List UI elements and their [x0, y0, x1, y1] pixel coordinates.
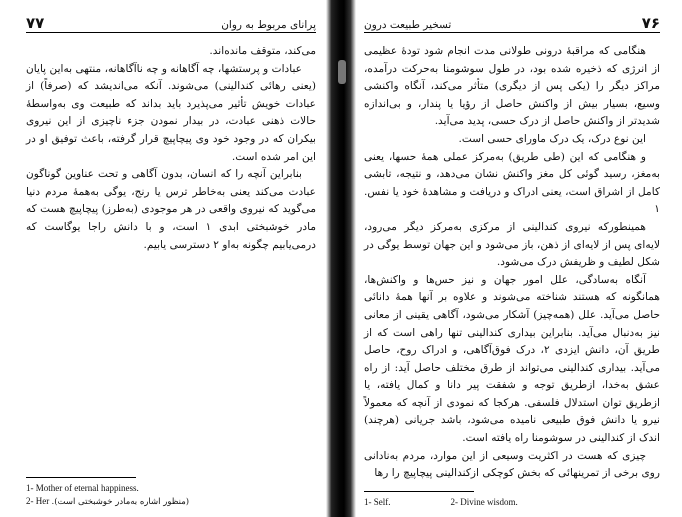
left-footnote-2: [26, 495, 316, 509]
right-paragraph: هنگامی که مراقبهٔ درونی طولانی مدت انجام شود تودهٔ عظیمی از انرژی که ذخیره شده بود، در طول سوشومنا به‌حرکت درآمده، مراکز دیگر را (یکی پس از دیگری) متأثر می‌کند، آنگاه واکنشی وسیع، بسیار بیش از واکنش حاصل از رؤیا یا پندار، و بی‌اندازه شدیدتر از واکنش حاصل از درک حسی، پدید می‌آید.: [364, 45, 660, 128]
gutter-highlight: [338, 60, 346, 84]
left-footnote-2-label: 2- Her: [26, 496, 50, 506]
footnote-rule: [26, 477, 136, 478]
right-footnote-2: 2- Divine wisdom.: [450, 497, 518, 507]
left-page: [0, 0, 330, 517]
left-paragraph: بنابراین آنچه را که انسان، بدون آگاهی و تحت عناوین گوناگون عبادت می‌کند یعنی به‌خاطر ترس یا رنج، یوگی به‌همهٔ مردم دنیا می‌گوید که نیروی واقعی در هر موجودی (به‌طرز) پیچاپیچ هست که مادر خوشبختی ابدی ۱ است، و با دانش راجا یوگاست که درمی‌یابیم چگونه به‌او ۲ دسترسی یابیم.: [26, 168, 316, 251]
left-paragraph: عبادات و پرستشها، چه آگاهانه و چه ناآگاهانه، منتهی به‌این پایان (یعنی رهائی کندالینی) می‌شوند. آنکه می‌اندیشد که (صرفاً) از عبادات خویش تأثیر می‌پذیرد باید بداند که طبیعت وی به‌واسطهٔ حالات ذهنی عبادت، در بیدار نمودن جزء ناچیزی از این نیروی بیکران که در وجود خود وی پیچاپیچ قرار گرفته، باعث توفیق او در این امر شده است.: [26, 62, 316, 163]
left-page-header: [26, 14, 316, 33]
right-footnote-1: 1- Self.: [364, 497, 391, 507]
left-footnote-1: 1- Mother of eternal happiness.: [26, 483, 139, 493]
right-footnote-row: [364, 496, 654, 509]
left-body-text: [26, 43, 316, 254]
right-paragraph: همینطورکه نیروی کندالینی از مرکزی به‌مرکز دیگر می‌رود، لایه‌ای پس از لایه‌ای از ذهن، باز می‌شود و این جهان توسط یوگی در شکل لطیف و ظریفش درک می‌شود.: [364, 220, 660, 269]
left-paragraph: می‌کند، متوقف مانده‌اند.: [209, 45, 316, 57]
left-footnote-2-persian: (منظور اشاره به‌مادر خوشبختی است).: [51, 497, 190, 507]
right-page-number: ۷۶: [641, 14, 660, 32]
left-footnotes: [26, 477, 316, 509]
right-paragraph: این نوع درک، یک درک ماورای حسی است.: [458, 132, 646, 145]
footnote-rule: [364, 491, 474, 492]
right-paragraph: و هنگامی که این (طی طریق) به‌مرکز عملی همهٔ حسها، یعنی به‌مغز، رسید گوئی کل مغز واکنش نشان می‌دهد، و نتیجه، تابشی کامل از اشراق است، یعنی ادراک و دریافت و مشاهدهٔ خود یا نفس. ۱: [364, 150, 660, 216]
left-running-head: پرانای مربوط به روان: [221, 19, 316, 31]
right-page-header: [364, 14, 660, 33]
right-footnotes: [364, 491, 654, 509]
right-paragraph: چیزی که هست در اکثریت وسیعی از این موارد، مردم به‌نادانی روی برخی از تمرینهائی که بخش کوچکی ازکندالینی پیچاپیچ را رها: [364, 449, 660, 480]
right-page: [352, 0, 682, 517]
left-page-number: ۷۷: [26, 14, 45, 32]
right-body-text: [364, 43, 660, 483]
right-running-head: تسخیر طبیعت درون: [364, 19, 452, 31]
right-paragraph: آنگاه به‌سادگی، علل امور جهان و نیز حس‌ها و واکنش‌ها، همانگونه که هستند شناخته می‌شوند و علاوه بر آنها همهٔ دانائی حاصل می‌آید. علل (همه‌چیز) آشکار می‌شود، آگاهی یقینی از معانی نیز به‌دنبال می‌آید. بنابراین بیداری کندالینی تنها راهی است که از طریق آن، دانش ایزدی ۲، درک فوق‌آگاهی، و ادراک روح، حاصل می‌آید. بیداری کندالینی می‌تواند از طرق مختلف حاصل آید: از راه عشق به‌خدا، ازطریق توجه و شفقت پیر دانا و کمال یافته، یا ازطریق توان استدلال فلسفی. هرکجا که نمودی از آنچه که معمولاً نیرو یا دانش فوق طبیعی نامیده می‌شود، باشد جریانی (هرچند) اندک از کندالینی در سوشومنا راه یافته است.: [364, 273, 660, 445]
